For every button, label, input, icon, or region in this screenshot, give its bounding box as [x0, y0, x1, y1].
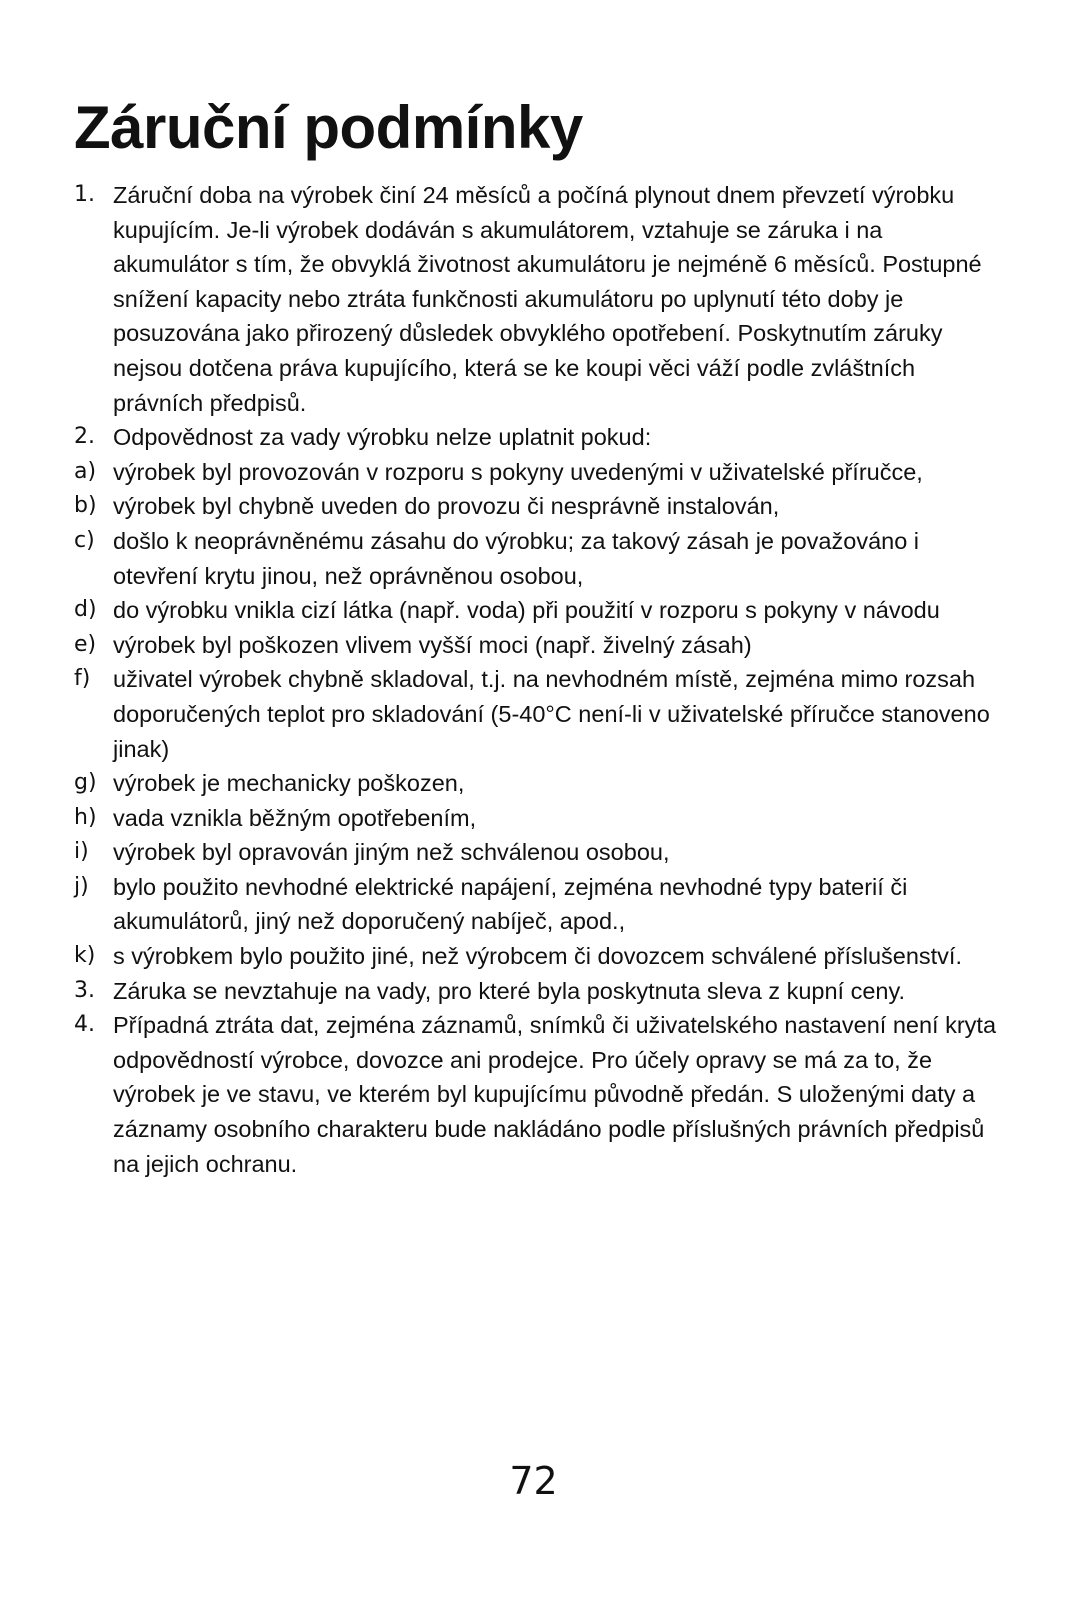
list-item-text: Záruka se nevztahuje na vady, pro které byla poskytnuta sleva z kupní ceny. [113, 977, 906, 1004]
page-title: Záruční podmínky [74, 94, 583, 161]
list-item-text: do výrobku vnikla cizí látka (např. voda) při použití v rozporu s pokyny v návodu [113, 597, 940, 624]
list-item-a [74, 455, 1004, 490]
list-item-2 [74, 420, 1004, 455]
list-marker: a) [74, 458, 97, 484]
list-item-h [74, 801, 1004, 836]
list-item-text: vada vznikla běžným opotřebením, [113, 804, 477, 831]
list-item-text: Odpovědnost za vady výrobku nelze uplatnit pokud: [113, 424, 652, 451]
list-item-g [74, 766, 1004, 801]
list-item-e [74, 628, 1004, 663]
list-marker: f) [74, 666, 91, 692]
warranty-list [74, 178, 1004, 1181]
list-item-c [74, 524, 1004, 593]
list-item-k [74, 939, 1004, 974]
list-marker: j) [74, 873, 89, 899]
list-marker: 3. [74, 977, 95, 1003]
list-item-text: s výrobkem bylo použito jiné, než výrobcem či dovozcem schválené příslušenství. [113, 943, 962, 970]
list-marker: c) [74, 527, 95, 553]
list-item-f [74, 662, 1004, 766]
page-number: 72 [509, 1459, 558, 1503]
list-marker: k) [74, 943, 96, 969]
list-item-text: Případná ztráta dat, zejména záznamů, snímků či uživatelského nastavení není kryta odpovědností výrobce, dovozce ani prodejce. Pro účely opravy se má za to, že výrobek je ve stavu, ve kterém byl kupujícímu původně předán. S uloženými daty a záznamy osobního charakteru bude nakládáno podle příslušných právních předpisů na jejich ochranu. [113, 1012, 997, 1177]
list-item-text: výrobek byl provozován v rozporu s pokyny uvedenými v uživatelské příručce, [113, 458, 923, 485]
page-content [74, 92, 1004, 1181]
list-item-text: došlo k neoprávněnému zásahu do výrobku; za takový zásah je považováno i otevření krytu jinou, než oprávněnou osobou, [113, 527, 920, 589]
list-item-i [74, 835, 1004, 870]
list-marker: h) [74, 804, 97, 830]
list-marker: 1. [74, 182, 95, 207]
list-marker: d) [74, 597, 97, 623]
list-marker: 2. [74, 424, 95, 450]
list-item-d [74, 593, 1004, 628]
list-marker: b) [74, 493, 97, 519]
list-marker: g) [74, 770, 97, 796]
list-item-3 [74, 974, 1004, 1009]
list-marker: i) [74, 839, 89, 865]
list-item-text: bylo použito nevhodné elektrické napájení, zejména nevhodné typy baterií či akumulátorů, jiný než doporučený nabíječ, apod., [113, 873, 908, 935]
list-item-4 [74, 1008, 1004, 1181]
list-item-text: výrobek byl poškozen vlivem vyšší moci (např. živelný zásah) [113, 631, 752, 658]
list-item-b [74, 489, 1004, 524]
list-marker: 4. [74, 1012, 95, 1038]
list-marker: e) [74, 631, 97, 657]
list-item-j [74, 870, 1004, 939]
list-item-text: výrobek byl chybně uveden do provozu či nesprávně instalován, [113, 493, 780, 520]
list-item-1 [74, 178, 1004, 420]
list-item-text: výrobek byl opravován jiným než schválenou osobou, [113, 839, 670, 866]
list-item-text: uživatel výrobek chybně skladoval, t.j. na nevhodném místě, zejména mimo rozsah doporučených teplot pro skladování (5-40°C není-li v uživatelské příručce stanoveno jinak) [113, 666, 990, 762]
list-item-text: výrobek je mechanicky poškozen, [113, 770, 465, 797]
list-item-text: Záruční doba na výrobek činí 24 měsíců a počíná plynout dnem převzetí výrobku kupujícím. Je-li výrobek dodáván s akumulátorem, vztahuje se záruka i na akumulátor s tím, že obvyklá životnost akumulátoru je nejméně 6 měsíců. Postupné snížení kapacity nebo ztráta funkčnosti akumulátoru po uplynutí této doby je posuzována jako přirozený důsledek obvyklého opotřebení. Poskytnutím záruky nejsou dotčena práva kupujícího, která se ke koupi věci váží podle zvláštních právních předpisů. [113, 182, 982, 416]
